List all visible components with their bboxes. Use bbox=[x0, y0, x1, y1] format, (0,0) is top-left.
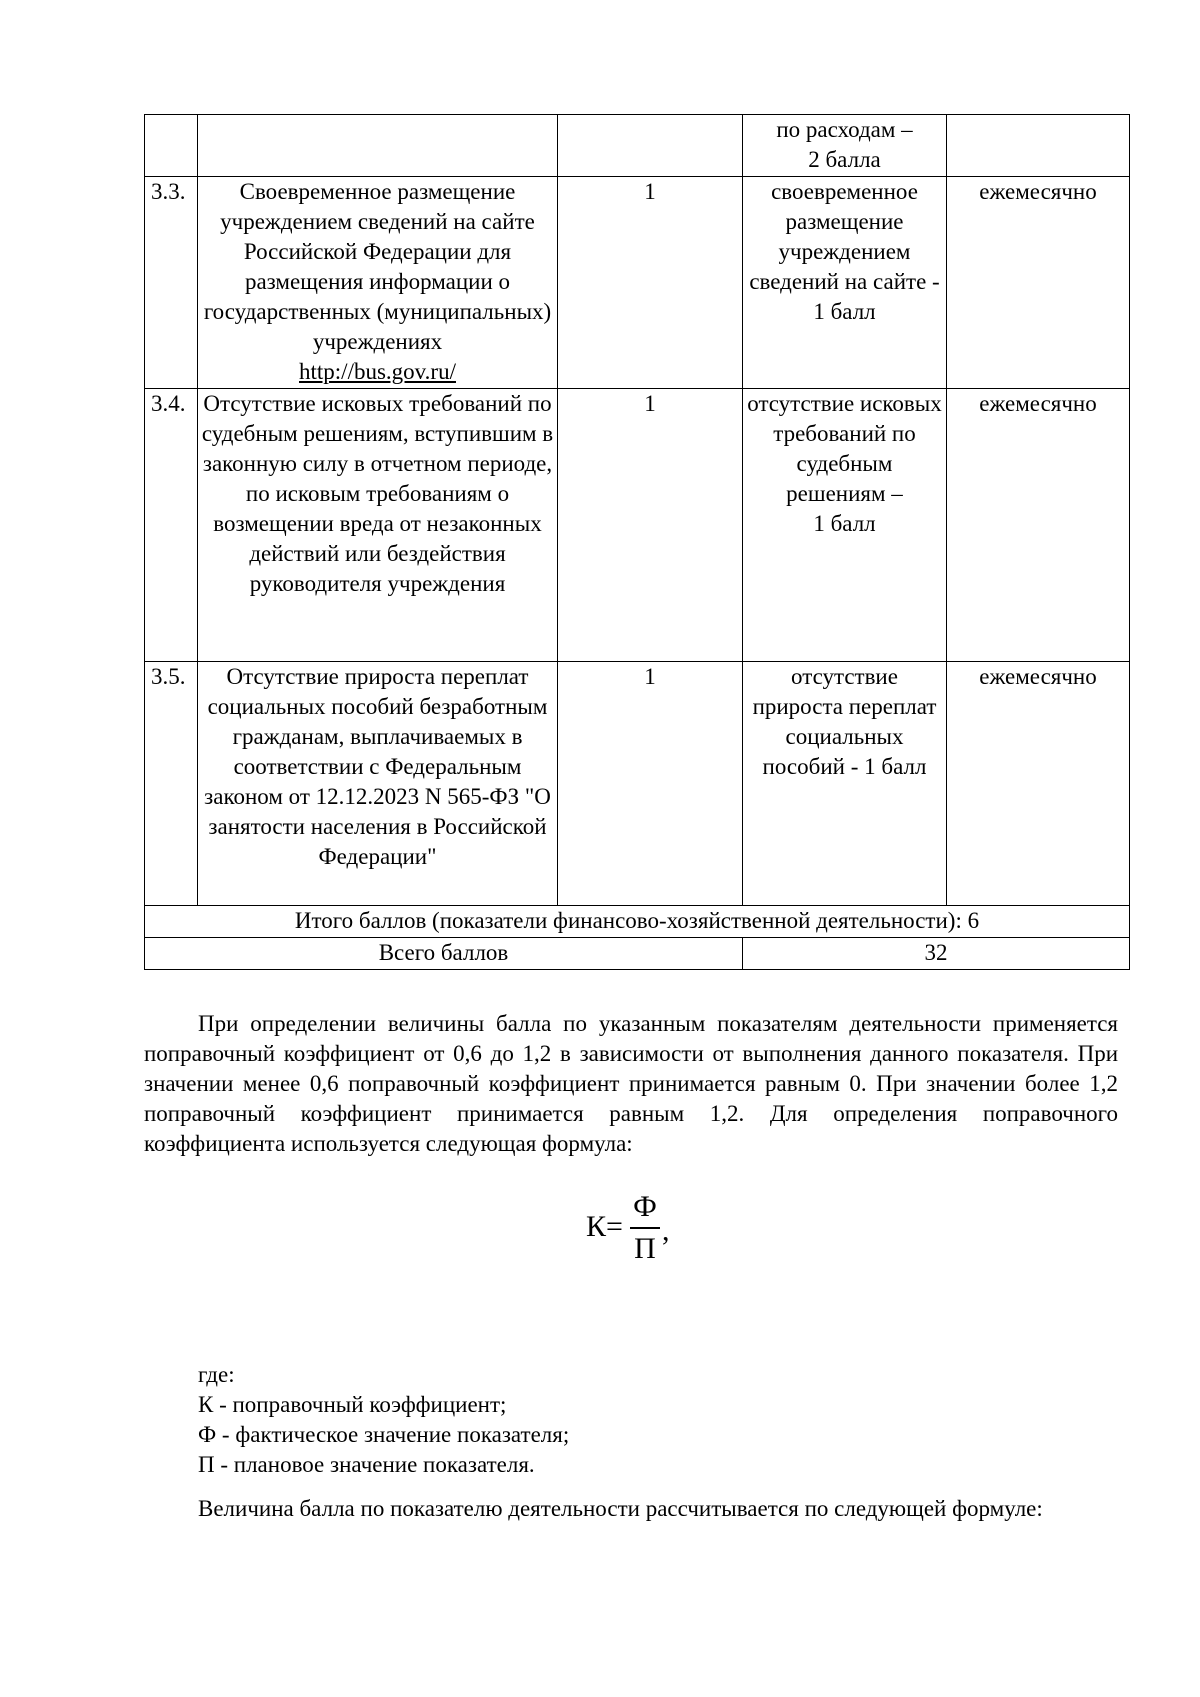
formula-lhs: К= bbox=[586, 1210, 623, 1243]
legend-item: П - плановое значение показателя. bbox=[198, 1452, 535, 1477]
legend-where: где: bbox=[198, 1362, 235, 1387]
fraction-bar bbox=[630, 1227, 660, 1229]
cell-criterion: своевременное размещение учреждением сведений на сайте - 1 балл bbox=[743, 177, 947, 389]
legend-item: К - поправочный коэффициент; bbox=[198, 1392, 507, 1417]
formula-coefficient bbox=[586, 1188, 696, 1270]
cell-periodicity: ежемесячно bbox=[947, 177, 1130, 389]
cell-score bbox=[558, 115, 743, 177]
cell-indicator bbox=[198, 115, 558, 177]
cell-criterion: отсутствие прироста переплат социальных пособий - 1 балл bbox=[743, 662, 947, 906]
paragraph-coefficient: При определении величины балла по указанным показателям деятельности применяется поправочный коэффициент от 0,6 до 1,2 в зависимости от выполнения данного показателя. При значении менее 0,6 поправочный коэффициент принимается равным 0. При значении более 1,2 поправочный коэффициент принимается равным 1,2. Для определения поправочного коэффициента используется следующая формула: bbox=[144, 1011, 1118, 1156]
paragraph-score-formula: Величина балла по показателю деятельности рассчитывается по следующей формуле: bbox=[198, 1496, 1043, 1521]
indicators-table bbox=[144, 114, 1130, 970]
subtotal-cell: Итого баллов (показатели финансово-хозяйственной деятельности): 6 bbox=[145, 906, 1130, 938]
total-value: 32 bbox=[743, 938, 1130, 970]
formula-tail: , bbox=[662, 1214, 670, 1247]
cell-periodicity: ежемесячно bbox=[947, 389, 1130, 662]
table-row bbox=[145, 177, 1130, 389]
cell-num: 3.3. bbox=[145, 177, 198, 389]
table-row bbox=[145, 389, 1130, 662]
formula-denominator: П bbox=[634, 1232, 656, 1265]
cell-periodicity: ежемесячно bbox=[947, 662, 1130, 906]
cell-indicator: Отсутствие прироста переплат социальных пособий безработным гражданам, выплачиваемых в соответствии с Федеральным законом от 12.12.2023 N 565-ФЗ "О занятости населения в Российской Федерации" bbox=[198, 662, 558, 906]
indicator-text: Своевременное размещение учреждением сведений на сайте Российской Федерации для размещения информации о государственных (муниципальных) учреждениях bbox=[203, 179, 552, 354]
bus-gov-link[interactable]: http://bus.gov.ru/ bbox=[299, 359, 456, 384]
formula-fraction bbox=[630, 1188, 660, 1268]
total-row bbox=[145, 938, 1130, 970]
cell-indicator bbox=[198, 177, 558, 389]
table-row bbox=[145, 662, 1130, 906]
cell-indicator: Отсутствие исковых требований по судебным решениям, вступившим в законную силу в отчетном периоде, по исковым требованиям о возмещении вреда от незаконных действий или бездействия руководителя учреждения bbox=[198, 389, 558, 662]
legend-item: Ф - фактическое значение показателя; bbox=[198, 1422, 570, 1447]
subtotal-row bbox=[145, 906, 1130, 938]
cell-criterion: отсутствие исковых требований по судебным решениям – 1 балл bbox=[743, 389, 947, 662]
table-row bbox=[145, 115, 1130, 177]
cell-periodicity bbox=[947, 115, 1130, 177]
cell-num: 3.4. bbox=[145, 389, 198, 662]
cell-score: 1 bbox=[558, 177, 743, 389]
formula-numerator: Ф bbox=[633, 1190, 657, 1223]
cell-num bbox=[145, 115, 198, 177]
cell-criterion: по расходам – 2 балла bbox=[743, 115, 947, 177]
formula-legend bbox=[198, 1360, 569, 1480]
total-label: Всего баллов bbox=[145, 938, 743, 970]
cell-num: 3.5. bbox=[145, 662, 198, 906]
cell-score: 1 bbox=[558, 662, 743, 906]
cell-score: 1 bbox=[558, 389, 743, 662]
